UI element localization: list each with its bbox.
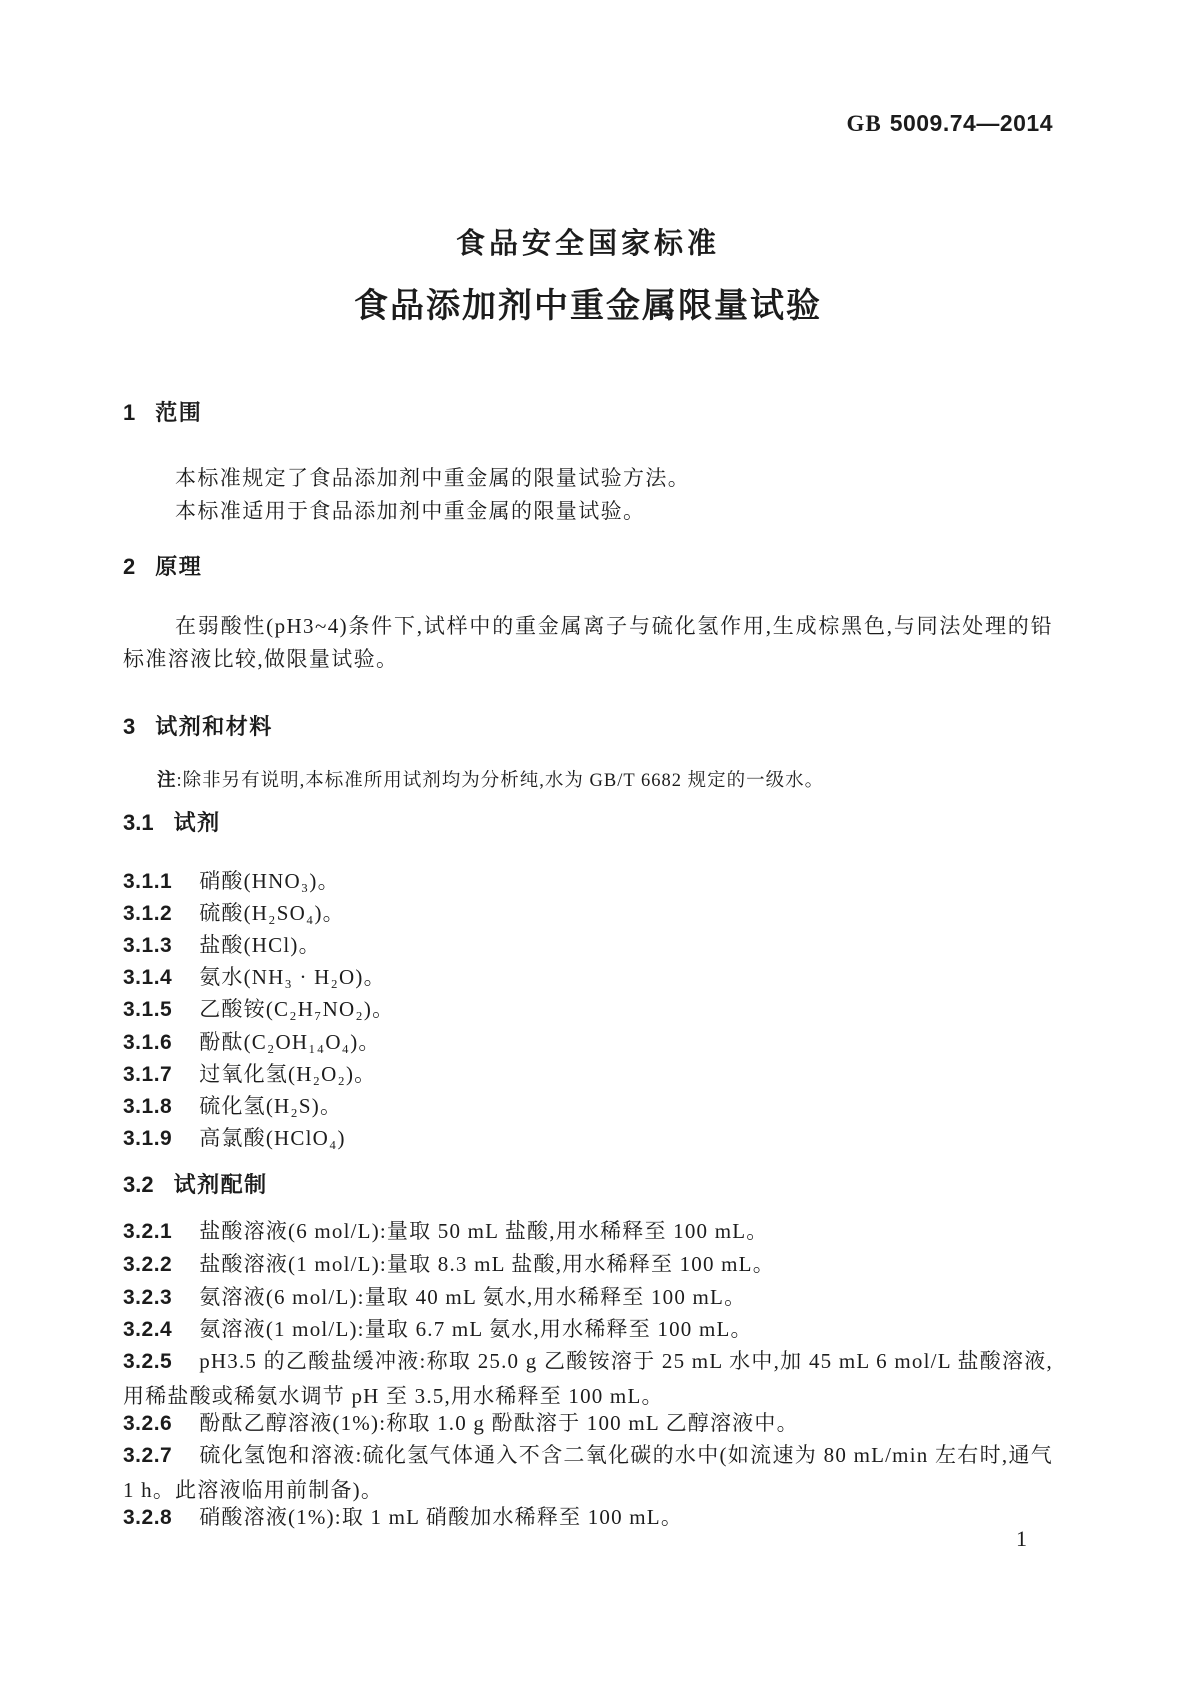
reagent-item bbox=[123, 1025, 1053, 1060]
item-number: 3.1.9 bbox=[123, 1127, 173, 1150]
item-number: 3.2.8 bbox=[123, 1506, 173, 1529]
item-number: 3.1.6 bbox=[123, 1031, 173, 1054]
reagents-note bbox=[123, 766, 1087, 792]
preparation-item bbox=[123, 1406, 1053, 1441]
page-number: 1 bbox=[1016, 1526, 1027, 1551]
reagent-item bbox=[123, 928, 1053, 963]
item-number: 3.2.7 bbox=[123, 1444, 173, 1467]
section-3-label: 试剂和材料 bbox=[155, 714, 273, 739]
item-number: 3.1.7 bbox=[123, 1063, 173, 1086]
item-text: 硝酸溶液(1%):取 1 mL 硝酸加水稀释至 100 mL。 bbox=[199, 1505, 684, 1529]
item-text: 氨溶液(1 mol/L):量取 6.7 mL 氨水,用水稀释至 100 mL。 bbox=[199, 1317, 753, 1341]
item-number: 3.1.1 bbox=[123, 870, 173, 893]
reagent-item bbox=[123, 960, 1053, 995]
reagent-item bbox=[123, 1089, 1053, 1124]
item-text: 盐酸溶液(1 mol/L):量取 8.3 mL 盐酸,用水稀释至 100 mL。 bbox=[199, 1252, 775, 1276]
preparation-item bbox=[123, 1312, 1053, 1347]
item-text: 盐酸(HCl)。 bbox=[199, 933, 321, 957]
preparation-item bbox=[123, 1214, 1053, 1249]
item-text: 盐酸溶液(6 mol/L):量取 50 mL 盐酸,用水稀释至 100 mL。 bbox=[199, 1219, 769, 1243]
item-text: 乙酸铵(C₂H₇NO₂)。 bbox=[199, 997, 395, 1021]
section-3-number: 3 bbox=[123, 714, 136, 739]
item-number: 3.2.4 bbox=[123, 1318, 173, 1341]
scope-paragraph-2: 本标准适用于食品添加剂中重金属的限量试验。 bbox=[175, 499, 646, 523]
preparation-item bbox=[123, 1438, 1053, 1507]
section-1-label: 范围 bbox=[155, 400, 203, 425]
item-text: 酚酞(C₂OH₁₄O₄)。 bbox=[199, 1030, 381, 1054]
preparation-item bbox=[123, 1344, 1053, 1413]
section-3-1-heading bbox=[123, 806, 1053, 837]
section-2-label: 原理 bbox=[155, 554, 203, 579]
note-text: :除非另有说明,本标准所用试剂均为分析纯,水为 GB/T 6682 规定的一级水。 bbox=[176, 771, 825, 791]
item-number: 3.2.2 bbox=[123, 1253, 173, 1276]
section-1-number: 1 bbox=[123, 400, 136, 425]
reagent-item bbox=[123, 864, 1053, 899]
doc-number-prefix: GB bbox=[846, 111, 882, 136]
scope-paragraph-1: 本标准规定了食品添加剂中重金属的限量试验方法。 bbox=[175, 466, 691, 490]
item-number: 3.1.4 bbox=[123, 966, 173, 989]
principle-paragraph: 在弱酸性(pH3~4)条件下,试样中的重金属离子与硫化氢作用,生成棕黑色,与同法处理的铅标准溶液比较,做限量试验。 bbox=[123, 614, 1053, 671]
item-number: 3.1.8 bbox=[123, 1095, 173, 1118]
section-3-2-number: 3.2 bbox=[123, 1172, 154, 1197]
section-2-heading bbox=[123, 550, 1053, 581]
reagent-item bbox=[123, 992, 1053, 1027]
item-text: 硝酸(HNO₃)。 bbox=[199, 869, 340, 893]
standard-title-line-2: 食品添加剂中重金属限量试验 bbox=[354, 287, 822, 325]
item-number: 3.2.1 bbox=[123, 1220, 173, 1243]
reagent-item bbox=[123, 896, 1053, 931]
section-2-number: 2 bbox=[123, 554, 136, 579]
item-text: 硫化氢(H₂S)。 bbox=[199, 1094, 343, 1118]
doc-number bbox=[123, 110, 1053, 137]
reagent-item bbox=[123, 1057, 1053, 1092]
item-text: 过氧化氢(H₂O₂)。 bbox=[199, 1062, 377, 1086]
item-text: 氨水(NH₃ · H₂O)。 bbox=[199, 965, 386, 989]
preparation-item bbox=[123, 1280, 1053, 1315]
standard-title-line-1: 食品安全国家标准 bbox=[455, 228, 720, 260]
item-number: 3.1.5 bbox=[123, 998, 173, 1021]
doc-number-code: 5009.74—2014 bbox=[889, 110, 1053, 136]
item-text: 硫化氢饱和溶液:硫化氢气体通入不含二氧化碳的水中(如流速为 80 mL/min 左右时,通气 1 h。此溶液临用前制备)。 bbox=[123, 1443, 1053, 1502]
item-number: 3.2.3 bbox=[123, 1286, 173, 1309]
item-number: 3.1.3 bbox=[123, 934, 173, 957]
note-label: 注 bbox=[157, 769, 177, 790]
item-text: 硫酸(H₂SO₄)。 bbox=[199, 901, 345, 925]
item-number: 3.1.2 bbox=[123, 902, 173, 925]
item-text: 高氯酸(HClO₄) bbox=[199, 1126, 346, 1150]
section-3-2-heading bbox=[123, 1168, 1053, 1199]
section-1-heading bbox=[123, 396, 1053, 427]
item-text: pH3.5 的乙酸盐缓冲液:称取 25.0 g 乙酸铵溶于 25 mL 水中,加 45 mL 6 mol/L 盐酸溶液,用稀盐酸或稀氨水调节 pH 至 3.5,用水稀释至 100 mL。 bbox=[123, 1349, 1053, 1408]
item-text: 酚酞乙醇溶液(1%):称取 1.0 g 酚酞溶于 100 mL 乙醇溶液中。 bbox=[199, 1411, 799, 1435]
section-3-1-number: 3.1 bbox=[123, 810, 154, 835]
preparation-item bbox=[123, 1247, 1053, 1282]
section-3-2-label: 试剂配制 bbox=[173, 1172, 268, 1197]
item-number: 3.2.5 bbox=[123, 1350, 173, 1373]
section-3-heading bbox=[123, 710, 1053, 741]
reagent-item bbox=[123, 1121, 1053, 1156]
section-3-1-label: 试剂 bbox=[173, 810, 221, 835]
item-number: 3.2.6 bbox=[123, 1412, 173, 1435]
item-text: 氨溶液(6 mol/L):量取 40 mL 氨水,用水稀释至 100 mL。 bbox=[199, 1285, 747, 1309]
